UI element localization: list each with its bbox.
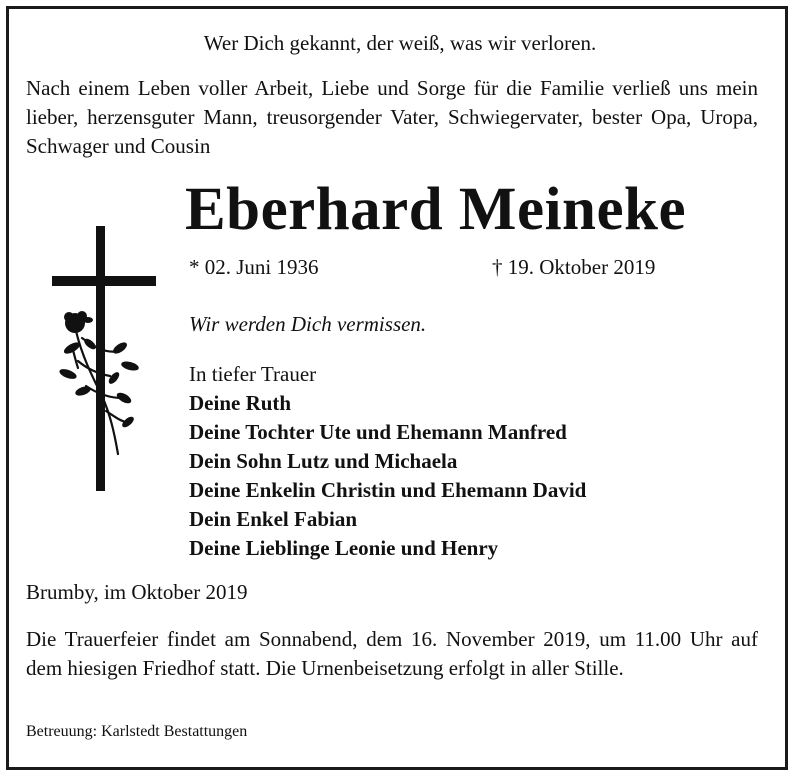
- mourner: Dein Enkel Fabian: [189, 507, 358, 531]
- mourner: Deine Enkelin Christin und Ehemann David: [189, 478, 587, 502]
- mourning-intro: In tiefer Trauer: [189, 362, 317, 386]
- mourner: Dein Sohn Lutz und Michaela: [189, 449, 458, 473]
- farewell-line: Wir werden Dich vermissen.: [189, 312, 427, 336]
- motto: Wer Dich gekannt, der weiß, was wir verloren.: [203, 31, 597, 55]
- mourner: Deine Tochter Ute und Ehemann Manfred: [189, 420, 567, 444]
- mourner: Deine Lieblinge Leonie und Henry: [189, 536, 499, 560]
- deceased-name: Eberhard Meineke: [185, 176, 687, 243]
- place-date: Brumby, im Oktober 2019: [26, 580, 248, 604]
- death-date: † 19. Oktober 2019: [492, 255, 656, 279]
- mourners-list: [189, 389, 586, 563]
- funeral-home-credit: Betreuung: Karlstedt Bestattungen: [26, 723, 248, 740]
- intro-text: Nach einem Leben voller Arbeit, Liebe und Sorge für die Familie verließ uns mein lieber, herzensguter Mann, treusorgender Vater, Schwiegervater, bester Opa, Uropa, Schwager und Cousin: [26, 76, 758, 158]
- mourner: Deine Ruth: [189, 391, 292, 415]
- birth-date: * 02. Juni 1936: [189, 255, 319, 279]
- cross-with-rose-icon: [48, 226, 163, 496]
- funeral-info: Die Trauerfeier findet am Sonnabend, dem 16. November 2019, um 11.00 Uhr auf dem hiesigen Friedhof statt. Die Urnenbeisetzung erfolgt in aller Stille.: [26, 627, 758, 680]
